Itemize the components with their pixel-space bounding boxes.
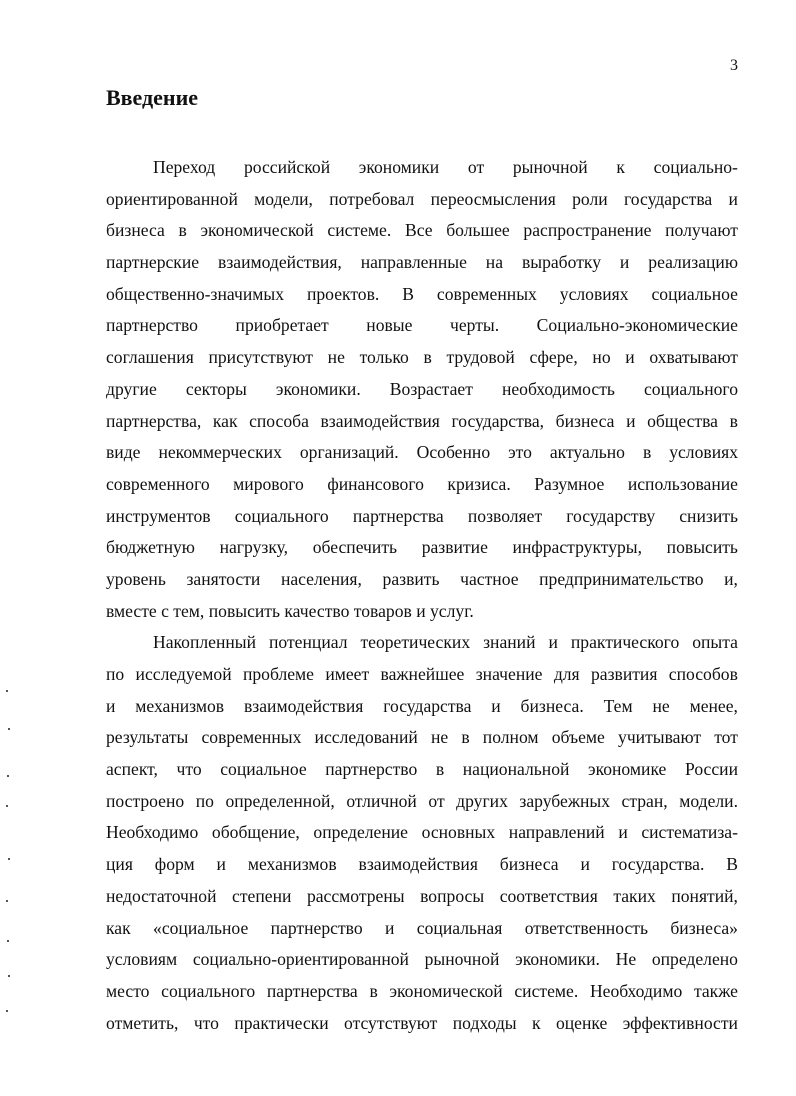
word: сфере, xyxy=(529,347,578,368)
word: инфраструктуры, xyxy=(512,537,643,558)
word: соглашения xyxy=(106,347,194,368)
word: в xyxy=(369,980,378,1001)
word: социально- xyxy=(653,157,738,177)
word: на xyxy=(485,252,504,273)
word: основных xyxy=(421,822,496,843)
word: и xyxy=(216,854,226,875)
word: роли xyxy=(572,188,608,209)
word: приобретает xyxy=(235,315,329,336)
word: охватывают xyxy=(649,347,738,368)
word: нагрузку, xyxy=(219,537,289,558)
text-line xyxy=(106,310,738,342)
word: не xyxy=(327,347,345,368)
word: Необходимо xyxy=(106,822,199,843)
word: и xyxy=(728,188,738,209)
word: мирового xyxy=(233,473,304,494)
text-line xyxy=(106,469,738,501)
word: взаимодействия, xyxy=(218,252,342,273)
text-line xyxy=(106,247,738,279)
word: социального xyxy=(234,505,329,526)
word: исследуемой xyxy=(135,664,232,684)
word: распространение xyxy=(523,220,652,241)
text-line xyxy=(106,754,738,786)
word: Особенно xyxy=(416,442,491,463)
word: тот xyxy=(714,727,738,748)
word: экономической xyxy=(389,980,503,1001)
text-line xyxy=(106,184,738,216)
word: определение xyxy=(313,822,408,843)
word: как xyxy=(106,917,131,938)
word: рассмотрены xyxy=(306,885,405,906)
word: новые xyxy=(366,315,413,336)
word: по xyxy=(106,664,125,684)
word: реализацию xyxy=(648,252,738,273)
word: важнейшее xyxy=(380,664,465,684)
word: трудовой xyxy=(446,347,515,368)
word: как xyxy=(212,410,238,431)
word: степени xyxy=(232,885,292,906)
word: соответствия xyxy=(499,885,598,906)
word: государства xyxy=(623,188,713,209)
word: стран, xyxy=(621,790,668,811)
text-line xyxy=(106,722,738,754)
word: необходимость xyxy=(501,378,615,399)
word: социального xyxy=(644,378,738,399)
word: современных xyxy=(436,283,537,304)
word: имеет xyxy=(325,664,370,684)
paragraph xyxy=(106,152,738,627)
word: в xyxy=(461,727,470,748)
page-number: 3 xyxy=(730,57,738,74)
word: партнерские xyxy=(106,252,200,273)
word: и xyxy=(580,854,590,875)
word: вопросы xyxy=(420,885,485,906)
word: предпринимательство xyxy=(539,568,704,589)
word: других xyxy=(456,790,508,811)
text-line xyxy=(106,564,738,596)
word: и xyxy=(618,822,628,843)
word: полном xyxy=(482,727,539,748)
text-line xyxy=(106,532,738,564)
word: только xyxy=(359,347,409,368)
text-line xyxy=(106,215,738,247)
word: в xyxy=(435,759,445,780)
word: модели, xyxy=(254,188,313,209)
word: исследований xyxy=(314,727,418,748)
word: механизмов xyxy=(135,695,225,716)
word: и, xyxy=(724,568,738,589)
word: Социально-экономические xyxy=(536,315,738,336)
word: получают xyxy=(665,220,738,241)
word: рыночной xyxy=(424,949,500,970)
word: организаций. xyxy=(299,442,399,463)
text-line xyxy=(106,881,738,913)
word: бюджетную xyxy=(106,537,195,558)
word: понятий, xyxy=(671,885,738,906)
word: бизнеса» xyxy=(670,917,738,938)
word: государства xyxy=(383,695,472,716)
word: общества xyxy=(647,410,718,431)
word: государству xyxy=(566,505,656,526)
word: взаимодействия xyxy=(243,695,364,716)
word: развития xyxy=(590,664,658,684)
word: что xyxy=(193,1012,219,1033)
text-line xyxy=(106,152,738,184)
word: использование xyxy=(627,473,738,494)
word: партнерства xyxy=(266,980,358,1001)
word: обобщение, xyxy=(211,822,300,843)
word: определенной, xyxy=(225,790,335,811)
word: государства, xyxy=(451,410,545,431)
word: большее xyxy=(446,220,510,241)
word: бизнеса xyxy=(499,854,559,875)
word: значение xyxy=(475,664,543,684)
word: модели. xyxy=(679,790,738,811)
text-line xyxy=(106,342,738,374)
word: актуально xyxy=(549,442,625,463)
word: практически xyxy=(234,1012,329,1033)
text-line xyxy=(106,849,738,881)
word: что xyxy=(176,759,202,780)
word: государства. xyxy=(611,854,705,875)
word: системе. xyxy=(327,220,392,241)
word: социально-ориентированной xyxy=(192,949,409,970)
word: В xyxy=(726,854,738,875)
word: для xyxy=(553,664,580,684)
word: социальное xyxy=(651,283,738,304)
word: в xyxy=(178,220,187,241)
text-line xyxy=(106,437,738,469)
text-line xyxy=(106,596,738,628)
word: условиям xyxy=(106,949,178,970)
word: экономики xyxy=(358,157,440,177)
word: партнерства xyxy=(352,505,444,526)
word: к xyxy=(616,157,625,177)
word: знаний xyxy=(483,632,536,653)
word: социального xyxy=(161,980,256,1001)
word: менее, xyxy=(689,695,738,716)
word: Все xyxy=(404,220,433,241)
word: Накопленный xyxy=(153,632,257,653)
word: это xyxy=(508,442,532,463)
text-line xyxy=(106,501,738,533)
word: переосмысления xyxy=(430,188,556,209)
word: результаты xyxy=(106,727,189,748)
word: определено xyxy=(651,949,738,970)
word: экономики. xyxy=(275,378,361,399)
word: способов xyxy=(668,664,738,684)
word: другие xyxy=(106,378,157,399)
word: взаимодействия xyxy=(320,410,440,431)
word: и xyxy=(619,252,630,273)
text-line xyxy=(106,913,738,945)
word: эффективности xyxy=(622,1012,738,1033)
word: взаимодействия xyxy=(358,854,478,875)
word: систематиза- xyxy=(641,822,738,843)
word: партнерство xyxy=(325,759,418,780)
word: Разумное xyxy=(534,473,605,494)
word: частное xyxy=(460,568,519,589)
word: финансового xyxy=(327,473,424,494)
word: от xyxy=(467,157,485,177)
word: занятости xyxy=(186,568,261,589)
word: условиях xyxy=(559,283,629,304)
word: теоретических xyxy=(360,632,471,653)
text-line xyxy=(106,817,738,849)
word: но xyxy=(592,347,611,368)
word: в xyxy=(729,410,738,431)
word: выработку xyxy=(521,252,601,273)
word: отсутствуют xyxy=(344,1012,438,1033)
word: экономике xyxy=(588,759,667,780)
word: таких xyxy=(613,885,656,906)
word: социальное xyxy=(220,759,307,780)
word: бизнеса xyxy=(555,410,615,431)
word: экономической xyxy=(200,220,314,241)
word: к xyxy=(532,1012,541,1033)
word: ция xyxy=(106,854,133,875)
paragraph xyxy=(106,627,738,1039)
word: вместе с тем, повысить качество товаров и услуг. xyxy=(106,600,474,621)
word: виде xyxy=(106,442,141,463)
text-line xyxy=(106,944,738,976)
word: способа xyxy=(249,410,309,431)
word: российской xyxy=(243,157,331,177)
word: современных xyxy=(201,727,302,748)
word: аспект, xyxy=(106,759,158,780)
word: Необходимо xyxy=(589,980,683,1001)
word: кризиса. xyxy=(447,473,511,494)
word: партнерство xyxy=(106,315,198,336)
word: В xyxy=(402,283,414,304)
word: от xyxy=(428,790,445,811)
word: и xyxy=(106,695,116,716)
word: потенциал xyxy=(269,632,348,653)
word: экономики. xyxy=(515,949,600,970)
word: снизить xyxy=(679,505,738,526)
text-line xyxy=(106,976,738,1008)
text-line xyxy=(106,691,738,723)
text-line xyxy=(106,627,738,659)
word: бизнеса xyxy=(106,220,165,241)
word: опыта xyxy=(692,632,738,653)
word: системе. xyxy=(514,980,579,1001)
word: повысить xyxy=(666,537,738,558)
word: и xyxy=(385,917,395,938)
text-line xyxy=(106,786,738,818)
word: потребовал xyxy=(329,188,415,209)
word: направленные xyxy=(360,252,467,273)
word: в xyxy=(642,442,652,463)
word: не xyxy=(652,695,670,716)
word: обеспечить xyxy=(312,537,398,558)
word: Возрастает xyxy=(389,378,473,399)
word: черты. xyxy=(449,315,500,336)
section-heading: Введение xyxy=(106,85,199,110)
word: партнерство xyxy=(270,917,363,938)
word: отметить, xyxy=(106,1012,179,1033)
word: Переход xyxy=(153,157,216,177)
word: бизнеса. xyxy=(520,695,584,716)
word: некоммерческих xyxy=(158,442,282,463)
body-text xyxy=(106,152,738,1039)
word: Тем xyxy=(603,695,633,716)
word: практического xyxy=(570,632,680,653)
text-line xyxy=(106,374,738,406)
word: подходы xyxy=(452,1012,517,1033)
text-line xyxy=(106,659,738,691)
word: ответственность xyxy=(524,917,648,938)
word: в xyxy=(423,347,432,368)
word: партнерства, xyxy=(106,410,202,431)
word: механизмов xyxy=(247,854,337,875)
word: зарубежных xyxy=(519,790,611,811)
word: форм xyxy=(154,854,195,875)
word: не xyxy=(430,727,449,748)
word: недостаточной xyxy=(106,885,217,906)
word: развить xyxy=(382,568,440,589)
word: России xyxy=(684,759,738,780)
word: позволяет xyxy=(467,505,543,526)
word: направлений xyxy=(508,822,605,843)
word: по xyxy=(195,790,214,811)
word: оценке xyxy=(555,1012,608,1033)
word: отличной xyxy=(346,790,417,811)
word: присутствуют xyxy=(208,347,313,368)
word: и xyxy=(548,632,558,653)
word: Не xyxy=(615,949,637,970)
text-line xyxy=(106,1008,738,1040)
word: также xyxy=(693,980,738,1001)
word: современного xyxy=(106,473,210,494)
word: уровень xyxy=(106,568,166,589)
word: место xyxy=(106,980,150,1001)
word: национальной xyxy=(462,759,570,780)
word: рыночной xyxy=(512,157,588,177)
word: проектов. xyxy=(306,283,380,304)
word: «социальное xyxy=(153,917,249,938)
word: учитывают xyxy=(618,727,702,748)
word: условиях xyxy=(669,442,738,463)
word: населения, xyxy=(280,568,362,589)
text-line xyxy=(106,406,738,438)
word: общественно-значимых xyxy=(106,283,285,304)
word: и xyxy=(491,695,501,716)
word: социальная xyxy=(416,917,503,938)
word: инструментов xyxy=(106,505,211,526)
text-line xyxy=(106,279,738,311)
word: построено xyxy=(106,790,185,811)
word: и xyxy=(625,347,635,368)
scan-specks xyxy=(0,0,20,1096)
word: проблеме xyxy=(242,664,314,684)
word: ориентированной xyxy=(106,188,238,209)
word: и xyxy=(626,410,636,431)
word: секторы xyxy=(185,378,247,399)
word: объеме xyxy=(551,727,605,748)
word: развитие xyxy=(421,537,488,558)
